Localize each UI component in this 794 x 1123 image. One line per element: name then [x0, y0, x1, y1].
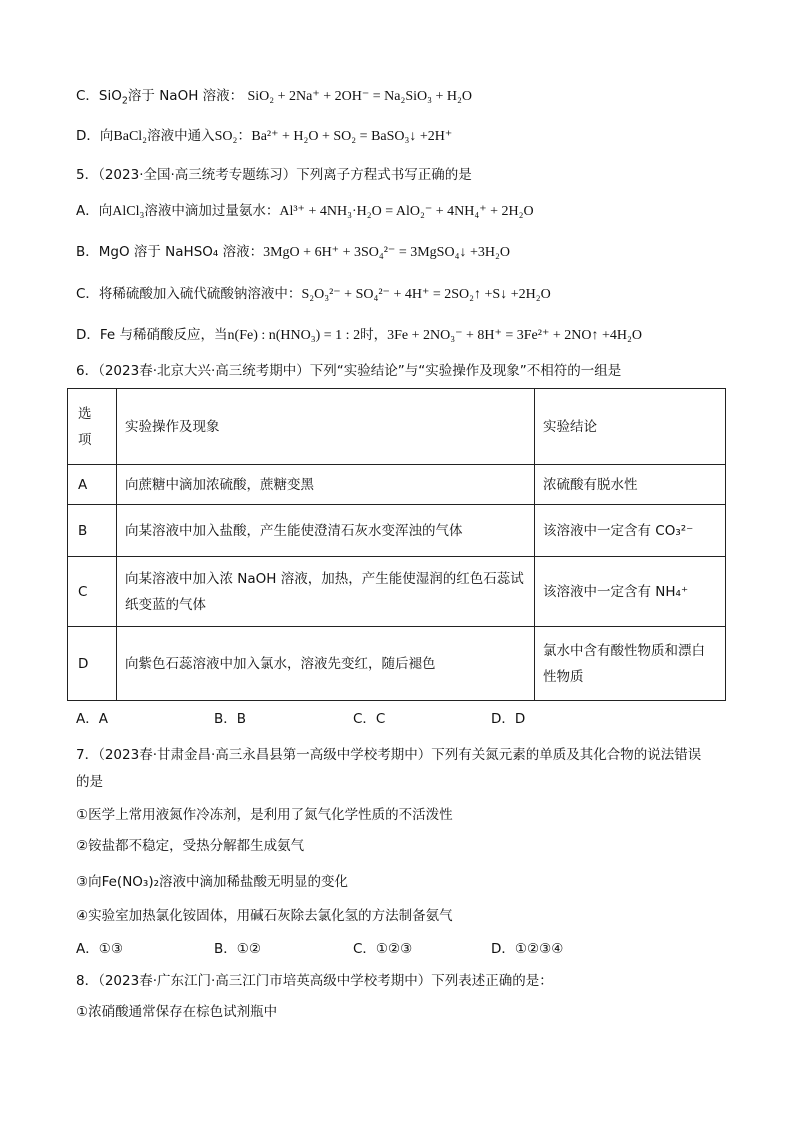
q4-c-equation: SiO₂ + 2Na⁺ + 2OH⁻ = Na₂SiO₃ + H₂O [247, 89, 472, 104]
q5-c-prefix: C．将稀硫酸加入硫代硫酸钠溶液中： [76, 286, 302, 302]
row-operation [117, 557, 535, 627]
table-row [68, 627, 726, 701]
q5-option-a [76, 201, 534, 222]
q6-choice-a[interactable]: A．A [76, 711, 108, 727]
row-conclusion: 该溶液中一定含有 CO₃²⁻ [535, 505, 726, 557]
q6-stem: 6．（2023春·北京大兴·高三统考期中）下列“实验结论”与“实验操作及现象”不相符的一组是 [76, 363, 622, 379]
q6-table [67, 388, 726, 701]
row-operation-line2: 纸变蓝的气体 [125, 596, 206, 613]
q8-stem: 8．（2023春·广东江门·高三江门市培英高级中学校考期中）下列表述正确的是： [76, 973, 553, 989]
q4-option-c: C．SiO$_2$溶于 NaOH 溶液： SiO₂ + 2Na⁺ + 2OH⁻ = Na₂SiO₃ + H₂O [76, 88, 472, 107]
q5-option-d [76, 325, 642, 346]
q4-d-equation: ：Ba²⁺ + H₂O + SO₂ = BaSO₃↓ +2H⁺ [237, 129, 453, 144]
row-conclusion: 浓硫酸有脱水性 [535, 465, 726, 505]
q7-item-3: ③向Fe(NO₃)₂溶液中滴加稀盐酸无明显的变化 [76, 874, 349, 890]
row-operation: 向某溶液中加入盐酸，产生能使澄清石灰水变浑浊的气体 [117, 505, 535, 557]
row-option: D [68, 627, 117, 701]
q5-d-prefix: D．Fe 与稀硝酸反应，当 [76, 327, 228, 343]
q4-option-d [76, 126, 452, 147]
q5-a-mid: 溶液中滴加过量氨水： [144, 203, 280, 219]
q5-stem: 5．（2023·全国·高三统考专题练习）下列离子方程式书写正确的是 [76, 167, 472, 183]
table-header-row [68, 389, 726, 465]
q5-a-equation: Al³⁺ + 4NH₃·H₂O = AlO₂⁻ + 4NH₄⁺ + 2H₂O [279, 204, 534, 219]
header-operation: 实验操作及现象 [117, 389, 535, 465]
row-conclusion [535, 627, 726, 701]
q5-option-b [76, 242, 510, 263]
q4-d-reagent: BaCl₂ [113, 129, 148, 144]
row-option: A [68, 465, 117, 505]
row-operation: 向紫色石蕊溶液中加入氯水，溶液先变红，随后褪色 [117, 627, 535, 701]
table-row [68, 557, 726, 627]
q7-stem-line1: 7．（2023春·甘肃金昌·高三永昌县第一高级中学校考期中）下列有关氮元素的单质及其化合物的说法错误 [76, 747, 702, 763]
q4-d-gas: SO₂ [214, 129, 238, 144]
q5-d-ratio: n(Fe) : n(HNO₃) = 1 : 2 [227, 328, 361, 343]
row-option: B [68, 505, 117, 557]
q5-a-reagent: AlCl₃ [112, 204, 145, 219]
q5-option-c [76, 284, 551, 305]
q5-d-mid: 时， [360, 327, 388, 343]
q6-choice-b[interactable]: B．B [214, 711, 247, 727]
q6-choice-c[interactable]: C．C [353, 711, 386, 727]
q4-c-mid: 溶于 NaOH 溶液： [127, 88, 244, 104]
q5-d-equation: 3Fe + 2NO₃⁻ + 8H⁺ = 3Fe²⁺ + 2NO↑ +4H₂O [387, 328, 642, 343]
q6-choice-d[interactable]: D．D [491, 711, 526, 727]
q4-c-prefix: C．SiO [76, 88, 122, 104]
row-option: C [68, 557, 117, 627]
header-option-line2: 项 [78, 431, 92, 448]
header-conclusion: 实验结论 [535, 389, 726, 465]
q4-d-mid: 溶液中通入 [147, 128, 215, 144]
q5-a-prefix: A．向 [76, 203, 113, 219]
q8-item-1: ①浓硝酸通常保存在棕色试剂瓶中 [76, 1004, 278, 1020]
q7-choice-a[interactable]: A．①③ [76, 941, 123, 957]
table-row [68, 505, 726, 557]
q7-item-2: ②铵盐都不稳定，受热分解都生成氨气 [76, 838, 305, 854]
q7-stem-line2: 的是 [76, 774, 103, 790]
q4-d-prefix: D．向 [76, 128, 114, 144]
q7-item-4: ④实验室加热氯化铵固体，用碱石灰除去氯化氢的方法制备氨气 [76, 908, 453, 924]
q5-c-equation: S₂O₃²⁻ + SO₄²⁻ + 4H⁺ = 2SO₂↑ +S↓ +2H₂O [301, 287, 551, 302]
q5-b-prefix: B．MgO 溶于 NaHSO₄ 溶液： [76, 244, 264, 260]
header-option [68, 389, 117, 465]
table-row [68, 465, 726, 505]
q7-choice-d[interactable]: D．①②③④ [491, 941, 564, 957]
row-conclusion-line1: 氯水中含有酸性物质和漂白 [543, 642, 705, 659]
row-conclusion-line2: 性物质 [543, 668, 584, 685]
q7-choice-c[interactable]: C．①②③ [353, 941, 413, 957]
header-option-line1: 选 [78, 405, 92, 422]
row-conclusion: 该溶液中一定含有 NH₄⁺ [535, 557, 726, 627]
q7-choice-b[interactable]: B．①② [214, 941, 261, 957]
row-operation: 向蔗糖中滴加浓硫酸，蔗糖变黑 [117, 465, 535, 505]
q5-b-equation: 3MgO + 6H⁺ + 3SO₄²⁻ = 3MgSO₄↓ +3H₂O [263, 245, 510, 260]
q7-item-1: ①医学上常用液氮作冷冻剂，是利用了氮气化学性质的不活泼性 [76, 807, 453, 823]
row-operation-line1: 向某溶液中加入浓 NaOH 溶液，加热，产生能使湿润的红色石蕊试 [125, 570, 524, 587]
